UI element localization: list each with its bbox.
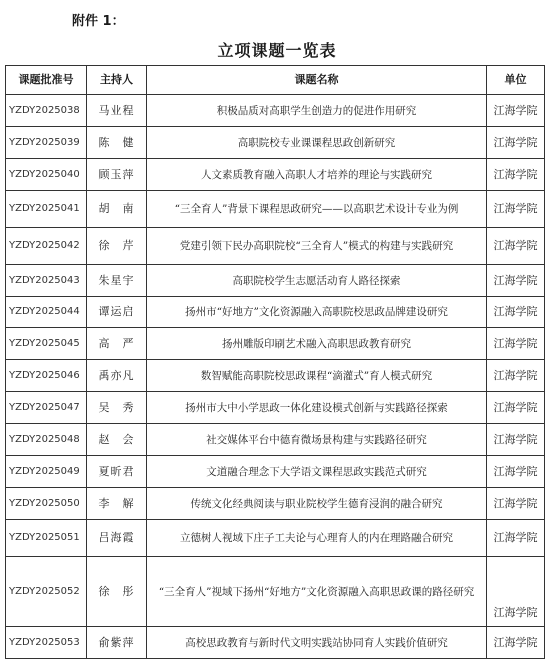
cell-topic: 社交媒体平台中德育微场景构建与实践路径研究 — [147, 424, 487, 456]
table-row — [6, 456, 545, 488]
cell-code: YZDY2025049 — [6, 456, 87, 488]
cell-host: 吕海霞 — [87, 520, 147, 557]
table-row — [6, 95, 545, 127]
cell-host: 胡 南 — [87, 191, 147, 228]
cell-code: YZDY2025045 — [6, 328, 87, 360]
cell-topic: “三全育人”背景下课程思政研究——以高职艺术设计专业为例 — [147, 191, 487, 228]
cell-unit: 江海学院 — [487, 392, 545, 424]
table-row — [6, 627, 545, 659]
table-row — [6, 392, 545, 424]
cell-topic: 高职院校学生志愿活动育人路径探索 — [147, 265, 487, 297]
cell-host: 夏昕君 — [87, 456, 147, 488]
cell-code: YZDY2025048 — [6, 424, 87, 456]
cell-topic: 高职院校专业课课程思政创新研究 — [147, 127, 487, 159]
cell-unit: 江海学院 — [487, 360, 545, 392]
cell-host: 俞紫萍 — [87, 627, 147, 659]
cell-host: 徐 彤 — [87, 557, 147, 627]
header-code: 课题批准号 — [6, 66, 87, 95]
cell-host: 徐 芹 — [87, 228, 147, 265]
cell-unit: 江海学院 — [487, 520, 545, 557]
cell-unit: 江海学院 — [487, 557, 545, 627]
cell-host: 高 严 — [87, 328, 147, 360]
cell-unit: 江海学院 — [487, 95, 545, 127]
header-host: 主持人 — [87, 66, 147, 95]
cell-host: 马业程 — [87, 95, 147, 127]
table-row — [6, 191, 545, 228]
cell-host: 赵 会 — [87, 424, 147, 456]
cell-unit: 江海学院 — [487, 297, 545, 328]
cell-topic: 党建引领下民办高职院校“三全育人”模式的构建与实践研究 — [147, 228, 487, 265]
table-row — [6, 159, 545, 191]
cell-unit: 江海学院 — [487, 456, 545, 488]
table-row — [6, 328, 545, 360]
cell-topic: 扬州市大中小学思政一体化建设模式创新与实践路径探索 — [147, 392, 487, 424]
cell-host: 顾玉萍 — [87, 159, 147, 191]
cell-topic: 积极品质对高职学生创造力的促进作用研究 — [147, 95, 487, 127]
table-row — [6, 127, 545, 159]
table-row — [6, 297, 545, 328]
cell-host: 朱星宇 — [87, 265, 147, 297]
cell-topic: 人文素质教育融入高职人才培养的理论与实践研究 — [147, 159, 487, 191]
cell-topic: 传统文化经典阅读与职业院校学生德育浸润的融合研究 — [147, 488, 487, 520]
table-row — [6, 265, 545, 297]
cell-topic: “三全育人”视域下扬州“好地方”文化资源融入高职思政课的路径研究 — [147, 557, 487, 627]
table-header-row — [6, 66, 545, 95]
cell-topic: 扬州市“好地方”文化资源融入高职院校思政品牌建设研究 — [147, 297, 487, 328]
cell-code: YZDY2025039 — [6, 127, 87, 159]
table-row — [6, 488, 545, 520]
cell-code: YZDY2025053 — [6, 627, 87, 659]
project-table — [5, 65, 545, 659]
cell-unit: 江海学院 — [487, 424, 545, 456]
cell-unit: 江海学院 — [487, 328, 545, 360]
cell-host: 李 解 — [87, 488, 147, 520]
cell-code: YZDY2025052 — [6, 557, 87, 627]
cell-host: 吴 秀 — [87, 392, 147, 424]
cell-code: YZDY2025044 — [6, 297, 87, 328]
cell-unit: 江海学院 — [487, 159, 545, 191]
cell-topic: 立德树人视域下庄子工夫论与心理育人的内在理路融合研究 — [147, 520, 487, 557]
table-row — [6, 228, 545, 265]
cell-host: 禹亦凡 — [87, 360, 147, 392]
cell-code: YZDY2025046 — [6, 360, 87, 392]
cell-host: 谭运启 — [87, 297, 147, 328]
cell-code: YZDY2025040 — [6, 159, 87, 191]
cell-topic: 数智赋能高职院校思政课程“滴灌式”育人模式研究 — [147, 360, 487, 392]
cell-unit: 江海学院 — [487, 627, 545, 659]
cell-topic: 扬州雕版印刷艺术融入高职思政教育研究 — [147, 328, 487, 360]
page-title: 立项课题一览表 — [217, 41, 337, 60]
cell-code: YZDY2025051 — [6, 520, 87, 557]
attachment-label: 附件 1： — [72, 14, 125, 29]
cell-unit: 江海学院 — [487, 127, 545, 159]
table-row — [6, 520, 545, 557]
cell-unit: 江海学院 — [487, 265, 545, 297]
cell-code: YZDY2025041 — [6, 191, 87, 228]
table-row — [6, 360, 545, 392]
cell-code: YZDY2025050 — [6, 488, 87, 520]
cell-unit: 江海学院 — [487, 191, 545, 228]
cell-unit: 江海学院 — [487, 228, 545, 265]
cell-code: YZDY2025043 — [6, 265, 87, 297]
cell-topic: 高校思政教育与新时代文明实践站协同育人实践价值研究 — [147, 627, 487, 659]
header-unit: 单位 — [487, 66, 545, 95]
cell-topic: 文道融合理念下大学语文课程思政实践范式研究 — [147, 456, 487, 488]
cell-code: YZDY2025047 — [6, 392, 87, 424]
table-row — [6, 424, 545, 456]
cell-code: YZDY2025042 — [6, 228, 87, 265]
cell-unit: 江海学院 — [487, 488, 545, 520]
table-row — [6, 557, 545, 627]
header-topic: 课题名称 — [147, 66, 487, 95]
cell-host: 陈 健 — [87, 127, 147, 159]
cell-code: YZDY2025038 — [6, 95, 87, 127]
